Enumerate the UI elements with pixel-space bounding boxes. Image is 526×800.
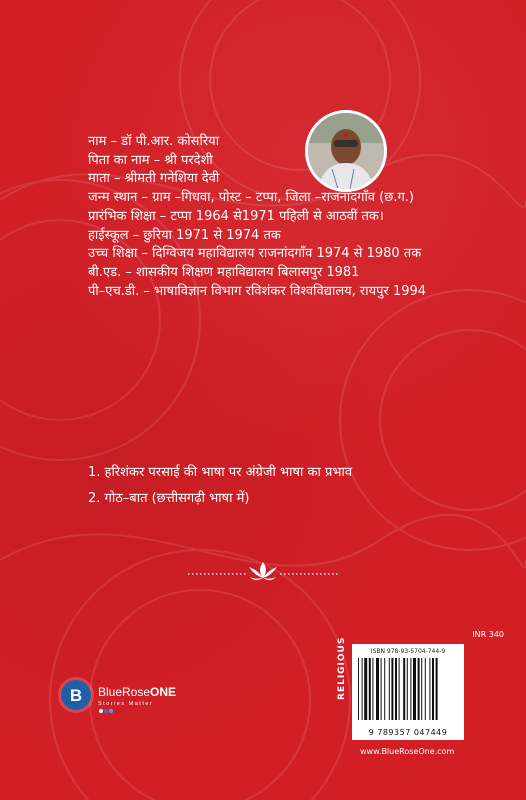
author-higher-education: उच्च शिक्षा – दिग्विजय महाविद्यालय राजनांदगाँव 1974 से 1980 तक bbox=[88, 246, 422, 262]
author-primary-education: प्रारंभिक शिक्षा – टप्पा 1964 से1971 पहिली से आठवीं तक। bbox=[88, 208, 384, 224]
genre-label: RELIGIOUS bbox=[337, 636, 347, 700]
publisher-name: BlueRose bbox=[98, 685, 151, 699]
work-item: 2. गोठ–बात (छत्तीसगढ़ी भाषा में) bbox=[88, 491, 250, 506]
isbn-barcode bbox=[352, 644, 464, 740]
instagram-icon bbox=[99, 709, 103, 713]
author-birthplace: जन्म स्थान – ग्राम –गिधवा, पोस्ट – टप्पा, जिला –राजनांदगाँव (छ.ग.) bbox=[88, 190, 415, 206]
author-bed: बी.एड. – शासकीय शिक्षण महाविद्यालय बिलासपुर 1981 bbox=[88, 264, 360, 280]
author-bio bbox=[88, 133, 458, 301]
publisher-website: www.BlueRoseOne.com bbox=[360, 747, 455, 756]
svg-text:BlueRoseONE bbox=[98, 685, 176, 699]
author-name: नाम – डॉ पी.आर. कोसरिया bbox=[88, 134, 220, 149]
price-label: INR 340 bbox=[472, 630, 504, 639]
publisher-name-one: ONE bbox=[150, 685, 177, 699]
twitter-icon bbox=[109, 709, 113, 713]
author-highschool: हाईस्कूल – छुरिया 1971 से 1974 तक bbox=[88, 227, 281, 243]
author-father: पिता का नाम – श्री परदेशी bbox=[88, 152, 213, 168]
isbn-number: 9 789357 047449 bbox=[368, 728, 448, 737]
author-mother: माता – श्रीमती गनेशिया देवी bbox=[88, 171, 220, 187]
works-list bbox=[88, 460, 458, 512]
facebook-icon bbox=[104, 709, 108, 713]
ornament-divider bbox=[188, 560, 338, 582]
publisher-logo bbox=[56, 672, 206, 718]
work-item: 1. हरिशंकर परसाई की भाषा पर अंग्रेजी भाषा का प्रभाव bbox=[88, 465, 353, 480]
publisher-tagline: Stories Matter bbox=[98, 701, 154, 707]
isbn-text: ISBN 978-93-5704-744-9 bbox=[370, 648, 446, 655]
barcode-bars bbox=[356, 658, 460, 720]
author-phd: पी–एच.डी. – भाषाविज्ञान विभाग रविशंकर विश्वविद्यालय, रायपुर 1994 bbox=[88, 283, 427, 299]
logo-letter: B bbox=[69, 686, 83, 705]
